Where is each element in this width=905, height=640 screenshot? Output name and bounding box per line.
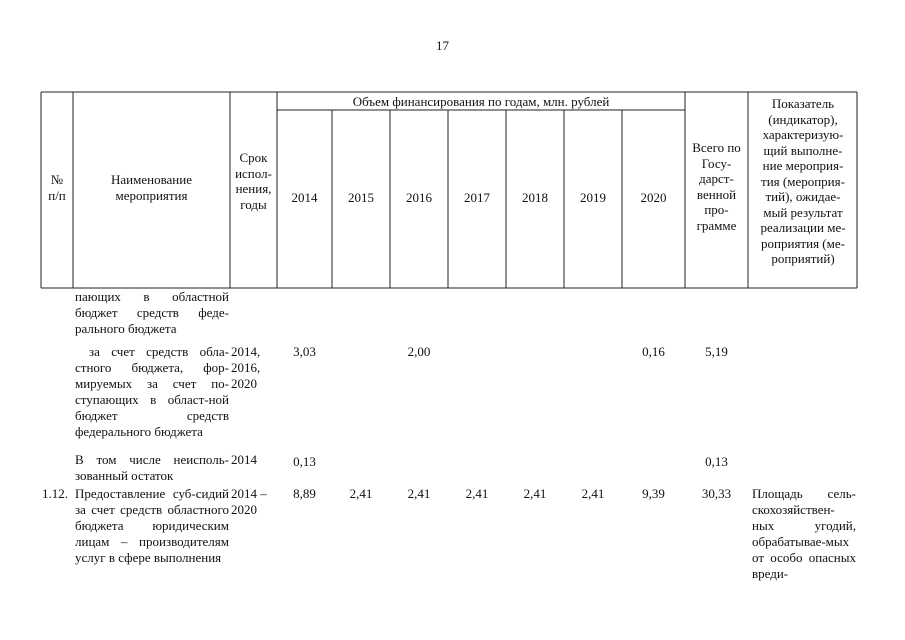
row-2-name: В том числе неисполь-зованный остаток	[75, 452, 229, 483]
row-1-name: за счет средств обла-стного бюджета, фор-мируемых за счет по-ступающих в област-ной бюджет средств федерального бюджета	[75, 344, 229, 439]
row-1-total: 5,19	[705, 344, 728, 359]
row-2-total: 0,13	[705, 454, 728, 469]
row-3-term: 2014 – 2020	[231, 486, 267, 517]
row-3-value-2020: 9,39	[642, 486, 665, 501]
row-3-number: 1.12.	[42, 486, 68, 501]
row-1-value-2016: 2,00	[407, 344, 431, 359]
header-year-2018: 2018	[522, 190, 548, 205]
row-1-term: 2014, 2016, 2020	[231, 344, 261, 391]
header-indicator: Показатель (индикатор), характеризую- щий выполне- ние мероприя- тия (мероприя- тий), ожидае- мый результат реализации ме- роприятия (ме- роприятий)	[760, 96, 846, 266]
row-3-indicator: Площадь сель-скохозяйствен-ных угодий, обрабатывае-мых от особо опасных вреди-	[752, 486, 856, 581]
row-3-value-2018: 2,41	[523, 486, 547, 501]
header-year-2020: 2020	[640, 190, 667, 205]
header-number: № п/п	[48, 172, 66, 203]
row-2-term: 2014	[231, 452, 257, 467]
row-3-value-2015: 2,41	[349, 486, 373, 501]
row-3-value-2016: 2,41	[407, 486, 431, 501]
header-total: Всего по Госу- дарст- венной про- грамме	[692, 140, 741, 233]
header-year-2014: 2014	[291, 190, 318, 205]
header-year-2017: 2017	[464, 190, 490, 205]
page-number: 17	[436, 38, 449, 53]
row-2-value-2014: 0,13	[293, 454, 316, 469]
row-3-value-2017: 2,41	[465, 486, 489, 501]
header-funding: Объем финансирования по годам, млн. рублей	[352, 94, 610, 109]
header-year-2015: 2015	[348, 190, 374, 205]
row-3-total: 30,33	[701, 486, 732, 501]
row-0-name: пающих в областной бюджет средств феде-рального бюджета	[75, 289, 229, 336]
row-3-value-2019: 2,41	[581, 486, 605, 501]
row-1-value-2014: 3,03	[293, 344, 316, 359]
row-1-value-2020: 0,16	[642, 344, 665, 359]
header-year-2019: 2019	[580, 190, 606, 205]
row-3-name: Предоставление суб-сидий за счет средств областного бюджета юридическим лицам – производителям услуг в сфере выполнения	[75, 486, 229, 565]
header-year-2016: 2016	[406, 190, 432, 205]
header-name: Наименование мероприятия	[111, 172, 192, 203]
row-3-value-2014: 8,89	[293, 486, 316, 501]
header-term: Срок испол- нения, годы	[235, 150, 272, 212]
